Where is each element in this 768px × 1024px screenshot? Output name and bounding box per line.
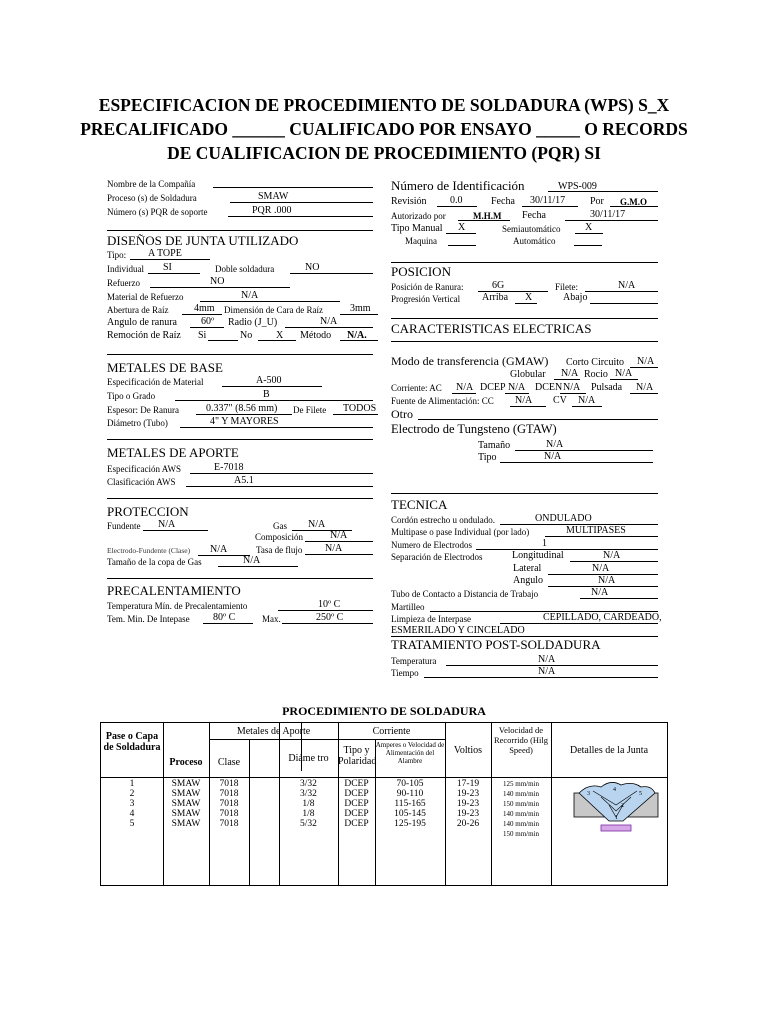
cv-value: N/A bbox=[578, 395, 596, 406]
cell-pol: DCEP bbox=[344, 799, 369, 809]
tipo-value: A TOPE bbox=[148, 248, 182, 259]
revision-label: Revisión bbox=[391, 196, 427, 207]
semiauto-value: X bbox=[585, 222, 593, 233]
pos-ranura-value: 6G bbox=[492, 280, 505, 291]
tecnica-heading: TECNICA bbox=[391, 497, 448, 512]
tungsteno-tipo-value: N/A bbox=[544, 451, 562, 462]
temp-min-label: Temperatura Mín. de Precalentamiento bbox=[107, 601, 248, 611]
cell-proceso: SMAW bbox=[171, 809, 201, 819]
post-heading: TRATAMIENTO POST-SOLDADURA bbox=[391, 637, 601, 652]
espec-mat-label: Especificación de Material bbox=[107, 377, 204, 387]
post-tiempo-value: N/A bbox=[538, 666, 556, 677]
espec-mat-value: A-500 bbox=[256, 375, 282, 386]
longitudinal-label: Longitudinal bbox=[512, 550, 564, 561]
base-heading: METALES DE BASE bbox=[107, 360, 223, 375]
joint-detail-diagram bbox=[571, 781, 661, 839]
fuente-label: Fuente de Alimentación: CC bbox=[391, 396, 494, 406]
filete-label: De Filete bbox=[293, 405, 327, 415]
joint-heading: DISEÑOS DE JUNTA UTILIZADO bbox=[107, 233, 299, 248]
revision-value: 0.0 bbox=[450, 195, 463, 206]
filete-value: TODOS bbox=[343, 403, 377, 414]
limpieza-value-2: ESMERILADO Y CINCELADO bbox=[391, 625, 525, 636]
globular-label: Globular bbox=[510, 369, 546, 380]
cell-pase: 4 bbox=[129, 809, 135, 819]
por-value: G.M.O bbox=[620, 197, 647, 207]
remocion-si: Si bbox=[198, 330, 207, 341]
manual-value: X bbox=[458, 222, 466, 233]
composicion-value: N/A bbox=[330, 530, 348, 541]
limpieza-label: Limpieza de Interpase bbox=[391, 614, 471, 624]
cell-pol: DCEP bbox=[344, 809, 369, 819]
clasif-label: Clasificación AWS bbox=[107, 477, 176, 487]
cell-vel: 150 mm/min bbox=[503, 800, 539, 808]
rocio-value: N/A bbox=[615, 368, 633, 379]
angulo-value: 60º bbox=[201, 316, 215, 327]
separacion-label: Separación de Electrodos bbox=[391, 552, 483, 562]
fecha-value: 30/11/17 bbox=[530, 195, 566, 206]
copa-label: Tamaño de la copa de Gas bbox=[107, 557, 202, 567]
arriba-value: X bbox=[525, 292, 533, 303]
cell-clase: 7018 bbox=[219, 799, 239, 809]
mat-refuerzo-value: N/A bbox=[241, 290, 259, 301]
max-label: Max. bbox=[262, 614, 281, 624]
pqr-label: Número (s) PQR de soporte bbox=[107, 207, 208, 217]
cell-amp: 125-195 bbox=[394, 819, 426, 829]
fuente-cc-value: N/A bbox=[515, 395, 533, 406]
modo-label: Modo de transferencia (GMAW) bbox=[391, 354, 549, 368]
electrodo-fund-label: Electrodo-Fundente (Clase) bbox=[107, 546, 191, 555]
dimension-value: 3mm bbox=[350, 303, 371, 314]
mat-refuerzo-label: Material de Refuerzo bbox=[107, 292, 184, 302]
multipase-value: MULTIPASES bbox=[566, 525, 626, 536]
grado-value: B bbox=[263, 389, 270, 400]
clasif-value: A5.1 bbox=[234, 475, 254, 486]
joint-label-3: 3 bbox=[587, 791, 590, 797]
semiauto-label: Semiautomático bbox=[502, 224, 561, 234]
fundente-value: N/A bbox=[158, 519, 176, 530]
cell-proceso: SMAW bbox=[171, 789, 201, 799]
fecha2-value: 30/11/17 bbox=[590, 209, 626, 220]
header-proceso: Proceso bbox=[169, 757, 203, 768]
header-diametro: Diáme tro bbox=[288, 753, 329, 764]
autorizado-value: M.H.M bbox=[473, 211, 502, 221]
cell-vel-extra: 150 mm/min bbox=[503, 830, 539, 838]
cell-amp: 90-110 bbox=[396, 789, 424, 799]
tasa-value: N/A bbox=[325, 543, 343, 554]
composicion-label: Composición bbox=[255, 532, 304, 542]
joint-label-2: 2 bbox=[621, 803, 624, 809]
metodo-label: Método bbox=[300, 330, 332, 341]
temp-min-value: 10º C bbox=[318, 599, 341, 610]
cell-vel: 140 mm/min bbox=[503, 790, 539, 798]
lateral-value: N/A bbox=[592, 563, 610, 574]
cell-diam: 3/32 bbox=[300, 779, 317, 789]
manual-label: Tipo Manual bbox=[391, 223, 443, 234]
por-label: Por bbox=[590, 196, 604, 207]
corriente-label: Corriente: AC bbox=[391, 383, 442, 393]
posicion-heading: POSICION bbox=[391, 264, 451, 279]
copa-value: N/A bbox=[243, 555, 261, 566]
id-value: WPS-009 bbox=[558, 181, 597, 192]
dcep-label: DCEP bbox=[480, 382, 506, 393]
tipo-label: Tipo: bbox=[107, 250, 127, 260]
fundente-label: Fundente bbox=[107, 521, 141, 531]
cell-diam: 1/8 bbox=[302, 809, 315, 819]
cell-volt: 19-23 bbox=[456, 799, 480, 809]
title-line-3: DE CUALIFICACION DE PROCEDIMIENTO (PQR) SI bbox=[167, 143, 601, 163]
lateral-label: Lateral bbox=[513, 563, 542, 574]
refuerzo-value: NO bbox=[210, 276, 225, 287]
cell-pase: 5 bbox=[129, 819, 135, 829]
title-line-1: ESPECIFICACION DE PROCEDIMIENTO DE SOLDADURA (WPS) S_X bbox=[98, 95, 670, 115]
header-velocidad: Velocidad de Recorrido (Hilg Speed) bbox=[493, 725, 549, 755]
automatico-label: Automático bbox=[513, 236, 556, 246]
pos-filete-label: Filete: bbox=[555, 282, 578, 292]
cell-clase: 7018 bbox=[219, 789, 239, 799]
espesor-value: 0.337" (8.56 mm) bbox=[206, 403, 278, 414]
cell-volt: 20-26 bbox=[456, 819, 480, 829]
cell-amp: 70-105 bbox=[396, 779, 424, 789]
process-label: Proceso (s) de Soldadura bbox=[107, 193, 197, 203]
espesor-label: Espesor: De Ranura bbox=[107, 405, 179, 415]
tungsteno-tipo-label: Tipo bbox=[478, 452, 497, 463]
tamano-label: Tamaño bbox=[478, 440, 511, 451]
doble-value: NO bbox=[305, 262, 320, 273]
company-label: Nombre de la Compañía bbox=[107, 179, 196, 189]
radio-label: Radio (J_U) bbox=[228, 317, 278, 328]
dcen-value: N/A bbox=[563, 382, 581, 393]
maquina-label: Maquina bbox=[405, 236, 437, 246]
abajo-label: Abajo bbox=[563, 292, 588, 303]
post-temp-label: Temperatura bbox=[391, 656, 437, 666]
dcep-value: N/A bbox=[508, 382, 526, 393]
refuerzo-label: Refuerzo bbox=[107, 278, 140, 288]
cell-pase: 1 bbox=[129, 779, 135, 789]
header-clase: Clase bbox=[217, 757, 241, 768]
electricas-heading: CARACTERISTICAS ELECTRICAS bbox=[391, 321, 592, 336]
proteccion-heading: PROTECCION bbox=[107, 504, 189, 519]
gas-label: Gas bbox=[273, 521, 287, 531]
cell-clase: 7018 bbox=[219, 779, 239, 789]
cell-vel: 140 mm/min bbox=[503, 810, 539, 818]
dcen-label: DCEN bbox=[535, 382, 563, 393]
corto-value: N/A bbox=[637, 356, 655, 367]
header-detalles: Detalles de la Junta bbox=[569, 745, 649, 756]
diametro-value: 4" Y MAYORES bbox=[210, 416, 279, 427]
grado-label: Tipo o Grado bbox=[107, 391, 156, 401]
remocion-x: X bbox=[276, 330, 284, 341]
globular-value: N/A bbox=[561, 368, 579, 379]
pos-filete-value: N/A bbox=[618, 280, 636, 291]
otro-label: Otro bbox=[391, 407, 413, 421]
header-metales: Metales de Aporte bbox=[236, 726, 311, 737]
joint-label-1: 1 bbox=[615, 815, 618, 821]
post-tiempo-label: Tiempo bbox=[391, 668, 419, 678]
pos-ranura-label: Posición de Ranura: bbox=[391, 282, 464, 292]
tasa-label: Tasa de flujo bbox=[256, 545, 303, 555]
diametro-label: Diámetro (Tubo) bbox=[107, 418, 168, 428]
longitudinal-value: N/A bbox=[603, 550, 621, 561]
procedure-title: PROCEDIMIENTO DE SOLDADURA bbox=[282, 704, 486, 718]
header-corriente: Corriente bbox=[372, 726, 411, 737]
fecha2-label: Fecha bbox=[522, 210, 546, 221]
metodo-value: N/A. bbox=[347, 330, 367, 341]
tem-inter-value: 80º C bbox=[213, 612, 236, 623]
gas-value: N/A bbox=[308, 519, 326, 530]
cell-vel: 125 mm/min bbox=[503, 780, 539, 788]
joint-label-5: 5 bbox=[639, 791, 642, 797]
individual-label: Individual bbox=[107, 264, 144, 274]
abertura-value: 4mm bbox=[194, 303, 215, 314]
max-value: 250º C bbox=[316, 612, 344, 623]
cell-amp: 105-145 bbox=[394, 809, 426, 819]
num-electrodos-value: 1 bbox=[542, 538, 547, 549]
limpieza-value: CEPILLADO, CARDEADO, bbox=[543, 612, 662, 623]
cell-pase: 2 bbox=[129, 789, 135, 799]
num-electrodos-label: Numero de Electrodos bbox=[391, 540, 472, 550]
process-value: SMAW bbox=[258, 191, 289, 202]
cell-proceso: SMAW bbox=[171, 819, 201, 829]
tungsteno-heading: Electrodo de Tungsteno (GTAW) bbox=[391, 422, 557, 436]
header-amperes: Amperes o Velocidad de Alimentación del Alambre bbox=[375, 741, 445, 765]
id-label: Número de Identificación bbox=[391, 178, 525, 193]
dimension-label: Dimensión de Cara de Raíz bbox=[224, 305, 323, 315]
multipase-label: Multipase o pase Individual (por lado) bbox=[391, 527, 530, 537]
cell-diam: 5/32 bbox=[300, 819, 317, 829]
cell-clase: 7018 bbox=[219, 809, 239, 819]
cell-pase: 3 bbox=[129, 799, 135, 809]
cell-clase: 7018 bbox=[219, 819, 239, 829]
cordon-value: ONDULADO bbox=[535, 513, 592, 524]
cell-pol: DCEP bbox=[344, 789, 369, 799]
header-tipo-pol: Tipo y Polaridad bbox=[338, 745, 377, 767]
arriba-label: Arriba bbox=[482, 292, 509, 303]
cordon-label: Cordón estrecho u ondulado. bbox=[391, 515, 495, 525]
joint-label-4: 4 bbox=[613, 787, 616, 793]
martilleo-label: Martilleo bbox=[391, 602, 425, 612]
cell-amp: 115-165 bbox=[394, 799, 426, 809]
rocio-label: Rocio bbox=[584, 369, 608, 380]
header-pase: Pase o Capa de Soldadura bbox=[103, 731, 161, 753]
cell-proceso: SMAW bbox=[171, 799, 201, 809]
corto-label: Corto Circuito bbox=[566, 357, 625, 368]
header-voltios: Voltios bbox=[453, 745, 483, 756]
corriente-ac-value: N/A bbox=[456, 382, 474, 393]
cell-vel: 140 mm/min bbox=[503, 820, 539, 828]
cell-pol: DCEP bbox=[344, 779, 369, 789]
sep-angulo-label: Angulo bbox=[513, 575, 543, 586]
cell-diam: 1/8 bbox=[302, 799, 315, 809]
remocion-label: Remoción de Raíz bbox=[107, 330, 181, 341]
electrodo-fund-value: N/A bbox=[210, 544, 228, 555]
pqr-value: PQR .000 bbox=[252, 205, 292, 216]
aws-label: Especificación AWS bbox=[107, 464, 182, 474]
cell-proceso: SMAW bbox=[171, 779, 201, 789]
post-temp-value: N/A bbox=[538, 654, 556, 665]
cell-volt: 19-23 bbox=[456, 809, 480, 819]
tubo-label: Tubo de Contacto a Distancia de Trabajo bbox=[391, 589, 539, 599]
aws-value: E-7018 bbox=[214, 462, 244, 473]
pulsada-label: Pulsada bbox=[591, 382, 623, 393]
progresion-label: Progresión Vertical bbox=[391, 294, 461, 304]
tamano-value: N/A bbox=[546, 439, 564, 450]
aporte-heading: METALES DE APORTE bbox=[107, 445, 239, 460]
cv-label: CV bbox=[553, 395, 567, 406]
precal-heading: PRECALENTAMIENTO bbox=[107, 583, 241, 598]
individual-value: SI bbox=[163, 262, 172, 273]
doble-label: Doble soldadura bbox=[215, 264, 275, 274]
radio-value: N/A bbox=[320, 316, 338, 327]
autorizado-label: Autorizado por bbox=[391, 211, 446, 221]
procedure-table bbox=[100, 722, 668, 886]
title-line-2: PRECALIFICADO ______ CUALIFICADO POR ENSAYO _____ O RECORDS bbox=[80, 119, 688, 139]
fecha-label: Fecha bbox=[491, 196, 515, 207]
tubo-value: N/A bbox=[591, 587, 609, 598]
pulsada-value: N/A bbox=[636, 382, 654, 393]
cell-pol: DCEP bbox=[344, 819, 369, 829]
cell-diam: 3/32 bbox=[300, 789, 317, 799]
cell-volt: 19-23 bbox=[456, 789, 480, 799]
remocion-no: No bbox=[240, 330, 253, 341]
abertura-label: Abertura de Raíz bbox=[107, 305, 169, 315]
cell-volt: 17-19 bbox=[456, 779, 480, 789]
tem-inter-label: Tem. Min. De Intepase bbox=[107, 614, 190, 624]
angulo-label: Angulo de ranura bbox=[107, 317, 177, 328]
sep-angulo-value: N/A bbox=[598, 575, 616, 586]
